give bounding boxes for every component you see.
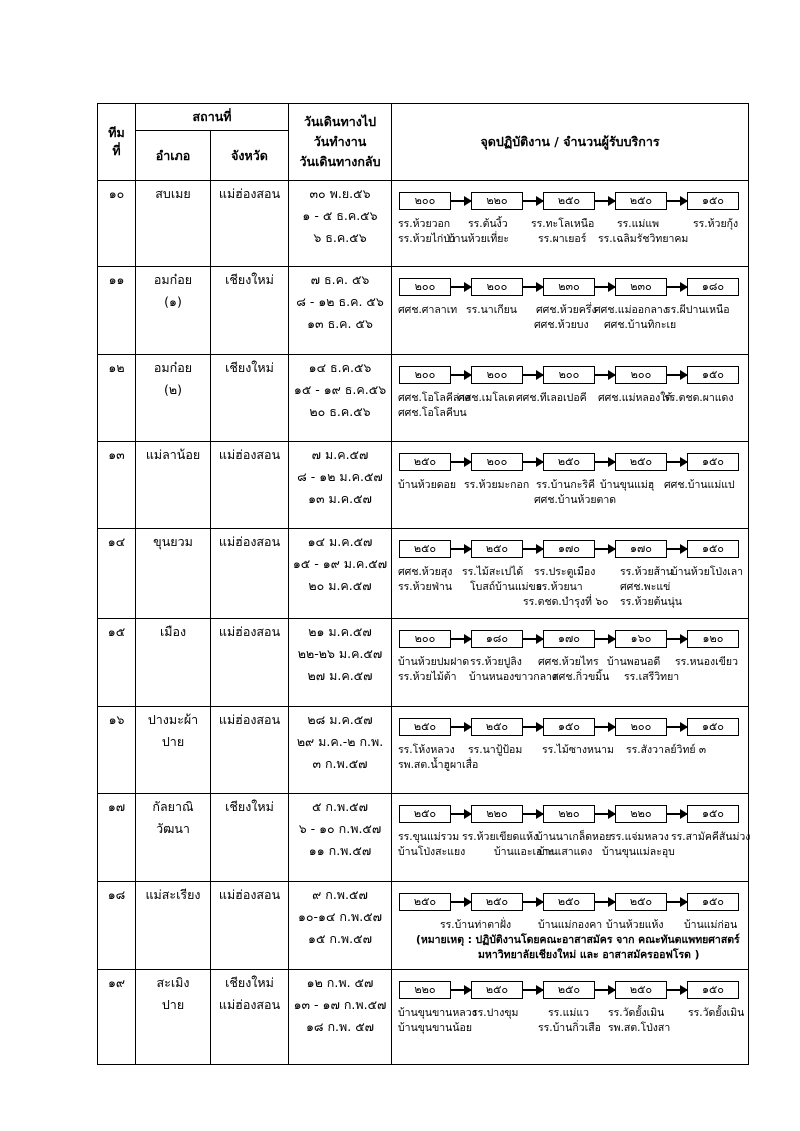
points-cell xyxy=(392,442,749,529)
table-row xyxy=(98,355,749,442)
arrow-right-icon xyxy=(595,989,615,991)
site-label: รร.ผาเยอร์ xyxy=(538,233,587,245)
site-list xyxy=(398,478,748,526)
arrow-right-icon xyxy=(451,726,471,728)
count-box: ๒๕๐ xyxy=(399,453,451,471)
site-label: บ้านห้วยโป่งเลา xyxy=(671,566,744,578)
count-box: ๒๕๐ xyxy=(399,805,451,823)
date-line: ๖ ธ.ค.๕๖ xyxy=(313,230,367,245)
date-line: ๙ ก.พ.๕๗ xyxy=(312,887,368,902)
count-box: ๒๒๐ xyxy=(471,192,523,210)
count-box: ๒๕๐ xyxy=(471,981,523,999)
site-label: รร.ห้วยปูลิง xyxy=(470,656,522,668)
count-box: ๑๘๐ xyxy=(471,630,523,648)
arrow-right-icon xyxy=(451,286,471,288)
site-label: รร.ผีปานเหนือ xyxy=(665,304,730,316)
site-label: รร.ตชด.ผาแดง xyxy=(664,392,734,404)
table-row xyxy=(98,442,749,529)
district: สบเมย xyxy=(136,181,211,267)
arrow-right-icon xyxy=(451,813,471,815)
date-line: ๑๐-๑๔ ก.พ.๕๗ xyxy=(297,909,383,924)
arrow-right-icon xyxy=(667,901,687,903)
count-box: ๒๒๐ xyxy=(543,805,595,823)
site-label: รร.ห้วยกุ้ง xyxy=(693,218,739,230)
arrow-right-icon xyxy=(595,461,615,463)
date-line: ๒๐ ม.ค.๕๗ xyxy=(308,578,372,593)
count-box: ๒๕๐ xyxy=(615,981,667,999)
arrow-right-icon xyxy=(667,726,687,728)
site-label: ศศช.แม่หลองใต้ xyxy=(598,392,673,404)
count-box: ๒๕๐ xyxy=(399,718,451,736)
arrow-right-icon xyxy=(667,813,687,815)
site-label: รร.วัดยั้งเมิน xyxy=(688,1007,745,1019)
date-line: ๑๕ ก.พ.๕๗ xyxy=(308,931,372,946)
arrow-right-icon xyxy=(451,548,471,550)
team-number: ๑๒ xyxy=(98,355,136,442)
district: อมก๋อย (๒) xyxy=(136,355,211,442)
date-line: ๑๓ ธ.ค. ๕๖ xyxy=(307,316,373,331)
count-box: ๒๒๐ xyxy=(615,805,667,823)
site-label: รร.เสรีวิทยา xyxy=(624,671,680,683)
arrow-right-icon xyxy=(595,901,615,903)
header-province: จังหวัด xyxy=(211,131,289,181)
site-label: รร.ห้วยนา xyxy=(536,581,583,593)
date-line: ๒๒-๒๖ ม.ค.๕๗ xyxy=(297,646,383,661)
table-row xyxy=(98,529,749,619)
points-cell xyxy=(392,267,749,355)
date-line: ๑๕ - ๑๙ ธ.ค.๕๖ xyxy=(293,382,387,397)
site-label: ศศช.กิ่วขมิ้น xyxy=(552,671,610,683)
schedule-table xyxy=(97,103,749,1065)
count-box: ๒๕๐ xyxy=(471,893,523,911)
site-label: รร.ห้วยฟ่าน xyxy=(398,581,453,593)
team-number: ๑๘ xyxy=(98,882,136,970)
arrow-right-icon xyxy=(667,200,687,202)
site-label: ศศช.เมโลเด xyxy=(458,392,515,404)
points-cell xyxy=(392,707,749,794)
date-line: ๑๔ ธ.ค.๕๖ xyxy=(308,360,372,375)
header-place: สถานที่ xyxy=(136,104,289,131)
site-list xyxy=(398,743,748,791)
count-box: ๒๕๐ xyxy=(471,718,523,736)
site-label: รร.สามัคคีสันม่วง xyxy=(671,831,751,843)
date-line: ๓ ก.พ.๕๗ xyxy=(312,756,368,771)
site-label: รร.สังวาลย์วิทย์ ๓ xyxy=(626,744,707,756)
count-box: ๑๕๐ xyxy=(543,718,595,736)
count-box: ๒๕๐ xyxy=(543,192,595,210)
table-row xyxy=(98,619,749,707)
date-line: ๑๒ ก.พ. ๕๗ xyxy=(306,975,374,990)
count-box: ๑๗๐ xyxy=(543,540,595,558)
site-label: ศศช.ห้วยครึ่ง xyxy=(536,304,597,316)
site-label: รร.ประตูเมือง xyxy=(534,566,596,578)
arrow-right-icon xyxy=(667,989,687,991)
site-label: รร.ห้วยต้นนุ่น xyxy=(620,596,682,608)
arrow-right-icon xyxy=(523,726,543,728)
arrow-right-icon xyxy=(523,548,543,550)
count-box: ๒๐๐ xyxy=(471,278,523,296)
date-line: ๕ ก.พ.๕๗ xyxy=(311,799,369,814)
team-number: ๑๓ xyxy=(98,442,136,529)
count-box: ๒๓๐ xyxy=(543,278,595,296)
arrow-right-icon xyxy=(595,374,615,376)
count-box: ๒๐๐ xyxy=(399,630,451,648)
site-label: รร.ปางขุม xyxy=(472,1007,519,1019)
count-box: ๒๐๐ xyxy=(399,366,451,384)
team-number: ๑๙ xyxy=(98,970,136,1065)
arrow-right-icon xyxy=(595,813,615,815)
site-label: บ้านห้วยแห้ง xyxy=(606,919,664,931)
date-line: ๑๘ ก.พ. ๕๗ xyxy=(305,1019,375,1034)
team-number: ๑๑ xyxy=(98,267,136,355)
team-number: ๑๕ xyxy=(98,619,136,707)
count-box: ๑๖๐ xyxy=(615,630,667,648)
site-label: บ้านห้วยเที่ยะ xyxy=(448,233,510,245)
site-label: รร.ห้วยส้าน xyxy=(620,566,674,578)
count-box: ๒๕๐ xyxy=(399,540,451,558)
points-cell xyxy=(392,181,749,267)
site-label: ศศช.ทีเลอเปอคี xyxy=(516,392,587,404)
dates-cell xyxy=(289,442,392,529)
header-team: ทีม ที่ xyxy=(98,104,136,181)
site-label: บ้านพอนอดี xyxy=(607,656,661,668)
service-flow xyxy=(399,191,748,211)
count-box: ๑๗๐ xyxy=(615,540,667,558)
site-label: บ้านนาเกล็ดหอย xyxy=(536,831,612,843)
arrow-right-icon xyxy=(667,374,687,376)
date-line: ๑๓ - ๑๗ ก.พ.๕๗ xyxy=(293,997,387,1012)
count-box: ๑๕๐ xyxy=(687,805,739,823)
province: เชียงใหม่ xyxy=(211,794,289,882)
date-line: ๒๙ ม.ค.-๒ ก.พ. xyxy=(296,734,384,749)
dates-cell xyxy=(289,794,392,882)
team-number: ๑๗ xyxy=(98,794,136,882)
site-label: รร.ขุนแม่รวม xyxy=(398,831,460,843)
note-line-1: (หมายเหตุ : ปฏิบัติงานโดยคณะอาสาสมัคร จาก คณะทันตแพทยศาสตร์ xyxy=(416,934,740,946)
table-row xyxy=(98,267,749,355)
team-number: ๑๖ xyxy=(98,707,136,794)
site-label: บ้านโป่งสะแยง xyxy=(398,846,466,858)
site-label: รร.ไม้ซางหนาม xyxy=(542,744,614,756)
province: แม่ฮ่องสอน xyxy=(211,707,289,794)
date-line: ๗ ม.ค.๕๗ xyxy=(311,447,369,462)
count-box: ๑๒๐ xyxy=(687,630,739,648)
count-box: ๑๕๐ xyxy=(687,893,739,911)
site-label: บ้านขุนแม่ละอุบ xyxy=(602,846,675,858)
arrow-right-icon xyxy=(667,638,687,640)
table-row xyxy=(98,794,749,882)
site-label: รร.ห้วยไม้ต้า xyxy=(398,671,457,683)
site-label: ศศช.ห้วยบง xyxy=(534,319,589,331)
site-label: รร.โห้งหลวง xyxy=(398,744,455,756)
count-box: ๒๕๐ xyxy=(615,453,667,471)
site-label: บ้านแม่ก่อน xyxy=(684,919,738,931)
site-label: รพ.สต.โป่งสา xyxy=(608,1022,671,1034)
site-label: ศศช.แม่ออกลาง xyxy=(594,304,668,316)
arrow-right-icon xyxy=(451,374,471,376)
site-label: รร.ห้วยวอก xyxy=(398,218,451,230)
arrow-right-icon xyxy=(667,286,687,288)
site-label: รร.นาเกียน xyxy=(466,304,517,316)
site-list xyxy=(398,565,748,613)
date-line: ๑๔ ม.ค.๕๗ xyxy=(307,534,373,549)
site-label: ศศช.บ้านทิกะเย xyxy=(604,319,677,331)
arrow-right-icon xyxy=(451,461,471,463)
date-line: ๓๐ พ.ย.๕๖ xyxy=(309,186,371,201)
site-label: บ้านขุนขานน้อย xyxy=(398,1022,472,1034)
table-row xyxy=(98,707,749,794)
count-box: ๑๗๐ xyxy=(543,630,595,648)
table-row xyxy=(98,882,749,970)
count-box: ๒๐๐ xyxy=(399,192,451,210)
count-box: ๑๕๐ xyxy=(687,981,739,999)
site-label: รร.ตชด.บำรุงที่ ๖๐ xyxy=(523,596,609,608)
count-box: ๒๕๐ xyxy=(543,453,595,471)
date-line: ๒๘ ม.ค.๕๗ xyxy=(307,712,373,727)
site-label: รร.ทะโลเหนือ xyxy=(531,218,595,230)
province: เชียงใหม่ xyxy=(211,267,289,355)
site-label: ศศช.ห้วยไทร xyxy=(538,656,599,668)
table-row xyxy=(98,970,749,1065)
dates-cell xyxy=(289,707,392,794)
site-label: บ้านหนองขาวกลาง xyxy=(469,671,558,683)
site-label: รร.เฉลิมรัชวิทยาคม xyxy=(598,233,689,245)
count-box: ๒๐๐ xyxy=(471,453,523,471)
arrow-right-icon xyxy=(523,638,543,640)
district: สะเมิง ปาย xyxy=(136,970,211,1065)
count-box: ๒๕๐ xyxy=(543,893,595,911)
dates-cell xyxy=(289,267,392,355)
site-label: รร.บ้านท่าตาฝั่ง xyxy=(440,919,512,931)
district: เมือง xyxy=(136,619,211,707)
date-line: ๑๓ ม.ค.๕๗ xyxy=(308,491,372,506)
count-box: ๒๐๐ xyxy=(543,366,595,384)
district: อมก๋อย (๑) xyxy=(136,267,211,355)
site-list xyxy=(398,655,748,703)
header-district: อำเภอ xyxy=(136,131,211,181)
count-box: ๒๓๐ xyxy=(615,278,667,296)
service-flow xyxy=(399,980,748,1000)
site-list xyxy=(398,303,748,351)
dates-cell xyxy=(289,181,392,267)
service-flow xyxy=(399,277,748,297)
site-label: บ้านห้วยปมฝาด xyxy=(398,656,470,668)
count-box: ๒๕๐ xyxy=(399,893,451,911)
province: เชียงใหม่ xyxy=(211,355,289,442)
site-list xyxy=(398,1006,748,1054)
site-label: รร.วัดยั้งเมิน xyxy=(608,1007,665,1019)
arrow-right-icon xyxy=(451,638,471,640)
count-box: ๒๐๐ xyxy=(615,718,667,736)
arrow-right-icon xyxy=(523,813,543,815)
count-box: ๑๕๐ xyxy=(687,192,739,210)
site-label: ศศช.โอโลคีล่าง xyxy=(398,392,471,404)
site-label: ศศช.บ้านแม่แป xyxy=(664,479,735,491)
dates-cell xyxy=(289,882,392,970)
date-line: ๒๐ ธ.ค.๕๖ xyxy=(309,404,371,419)
site-label: รร.แม่แว xyxy=(548,1007,589,1019)
site-label: ศศช.โอโลคีบน xyxy=(398,407,467,419)
date-line: ๒๗ ม.ค.๕๗ xyxy=(307,668,373,683)
service-flow xyxy=(399,452,748,472)
points-cell xyxy=(392,794,749,882)
arrow-right-icon xyxy=(595,726,615,728)
service-flow xyxy=(399,804,748,824)
count-box: ๒๕๐ xyxy=(471,540,523,558)
count-box: ๒๐๐ xyxy=(615,366,667,384)
count-box: ๑๕๐ xyxy=(687,366,739,384)
arrow-right-icon xyxy=(667,548,687,550)
arrow-right-icon xyxy=(451,901,471,903)
date-line: ๒๑ ม.ค.๕๗ xyxy=(308,624,372,639)
site-label: บ้านแม่กองคา xyxy=(538,919,603,931)
site-label: บ้านขุนขานหลวง xyxy=(398,1007,477,1019)
dates-cell xyxy=(289,355,392,442)
count-box: ๒๒๐ xyxy=(399,981,451,999)
count-box: ๒๕๐ xyxy=(615,192,667,210)
site-label: รร.แม่แพ xyxy=(617,218,660,230)
count-box: ๑๕๐ xyxy=(687,453,739,471)
arrow-right-icon xyxy=(523,901,543,903)
dates-cell xyxy=(289,619,392,707)
site-list xyxy=(398,391,748,439)
site-list xyxy=(398,217,748,265)
points-cell xyxy=(392,882,749,970)
province: แม่ฮ่องสอน xyxy=(211,882,289,970)
site-label: รร.ต้นงิ้ว xyxy=(468,218,508,230)
dates-cell xyxy=(289,970,392,1065)
date-line: ๑๑ ก.พ.๕๗ xyxy=(308,843,372,858)
site-label: รร.ไม้สะเปได้ xyxy=(462,566,524,578)
site-label: รร.ห้วยเขียดแห้ง xyxy=(462,831,539,843)
arrow-right-icon xyxy=(595,638,615,640)
arrow-right-icon xyxy=(451,200,471,202)
arrow-right-icon xyxy=(523,374,543,376)
service-flow xyxy=(399,629,748,649)
site-label: รพ.สต.น้ำฮูผาเสื่อ xyxy=(398,759,479,771)
site-label: โบสถ์บ้านแม่ขอ xyxy=(470,581,542,593)
arrow-right-icon xyxy=(523,989,543,991)
site-label: ศศช.บ้านห้วยตาด xyxy=(534,494,617,506)
site-label: รร.หนองเขียว xyxy=(675,656,738,668)
province: แม่ฮ่องสอน xyxy=(211,442,289,529)
district: แม่ลาน้อย xyxy=(136,442,211,529)
site-label: บ้านแอะเอาะ xyxy=(494,846,554,858)
site-label: ศศช.พะแข่ xyxy=(620,581,671,593)
site-label: ศศช.ห้วยสุง xyxy=(398,566,453,578)
province: แม่ฮ่องสอน xyxy=(211,529,289,619)
count-box: ๑๕๐ xyxy=(687,540,739,558)
arrow-right-icon xyxy=(667,461,687,463)
site-label: บ้านห้วยดอย xyxy=(398,479,457,491)
date-line: ๘ - ๑๒ ม.ค.๕๗ xyxy=(297,469,383,484)
arrow-right-icon xyxy=(451,989,471,991)
site-label: รร.แจ่มหลวง xyxy=(610,831,669,843)
count-box: ๒๕๐ xyxy=(543,981,595,999)
table-row xyxy=(98,181,749,267)
arrow-right-icon xyxy=(595,200,615,202)
date-line: ๑๕ - ๑๙ ม.ค.๕๗ xyxy=(292,556,388,571)
count-box: ๑๕๐ xyxy=(687,718,739,736)
team-number: ๑๐ xyxy=(98,181,136,267)
header-points: จุดปฏิบัติงาน / จำนวนผู้รับบริการ xyxy=(392,104,749,181)
province: แม่ฮ่องสอน xyxy=(211,619,289,707)
province: เชียงใหม่ แม่ฮ่องสอน xyxy=(211,970,289,1065)
arrow-right-icon xyxy=(595,548,615,550)
district: ขุนยวม xyxy=(136,529,211,619)
site-label: รร.บ้านกะริคี xyxy=(536,479,596,491)
site-label: รร.ห้วยมะกอก xyxy=(464,479,530,491)
site-label: รร.นาปู้ป้อม xyxy=(468,744,523,756)
arrow-right-icon xyxy=(523,200,543,202)
date-line: ๗ ธ.ค. ๕๖ xyxy=(310,272,370,287)
district: กัลยาณิ วัฒนา xyxy=(136,794,211,882)
count-box: ๒๕๐ xyxy=(615,893,667,911)
service-flow xyxy=(399,539,748,559)
site-label: บ้านเสาแดง xyxy=(538,846,593,858)
district: ปางมะผ้า ปาย xyxy=(136,707,211,794)
arrow-right-icon xyxy=(595,286,615,288)
service-flow xyxy=(399,717,748,737)
date-line: ๑ - ๕ ธ.ค.๕๖ xyxy=(302,208,378,223)
site-label: รร.ห้วยไก่ป่า xyxy=(398,233,456,245)
points-cell xyxy=(392,619,749,707)
count-box: ๒๐๐ xyxy=(399,278,451,296)
points-cell xyxy=(392,355,749,442)
site-list xyxy=(398,918,748,966)
count-box: ๒๒๐ xyxy=(471,805,523,823)
count-box: ๑๘๐ xyxy=(687,278,739,296)
site-list xyxy=(398,830,751,878)
team-number: ๑๔ xyxy=(98,529,136,619)
province: แม่ฮ่องสอน xyxy=(211,181,289,267)
note-line-2: มหาวิทยาลัยเชียงใหม่ และ อาสาสมัครออฟโรด ) xyxy=(478,949,700,961)
date-line: ๘ - ๑๒ ธ.ค. ๕๖ xyxy=(296,294,384,309)
site-label: ศศช.ศาลาเท xyxy=(398,304,458,316)
service-flow xyxy=(399,365,748,385)
points-cell xyxy=(392,529,749,619)
dates-cell xyxy=(289,529,392,619)
header-dates: วันเดินทางไป วันทำงาน วันเดินทางกลับ xyxy=(289,104,392,181)
date-line: ๖ - ๑๐ ก.พ.๕๗ xyxy=(298,821,382,836)
site-label: รร.บ้านกิ่วเสือ xyxy=(538,1022,601,1034)
count-box: ๒๐๐ xyxy=(471,366,523,384)
arrow-right-icon xyxy=(523,286,543,288)
arrow-right-icon xyxy=(523,461,543,463)
service-flow xyxy=(399,892,748,912)
site-label: บ้านขุนแม่ฮุ xyxy=(600,479,655,491)
points-cell xyxy=(392,970,749,1065)
district: แม่สะเรียง xyxy=(136,882,211,970)
